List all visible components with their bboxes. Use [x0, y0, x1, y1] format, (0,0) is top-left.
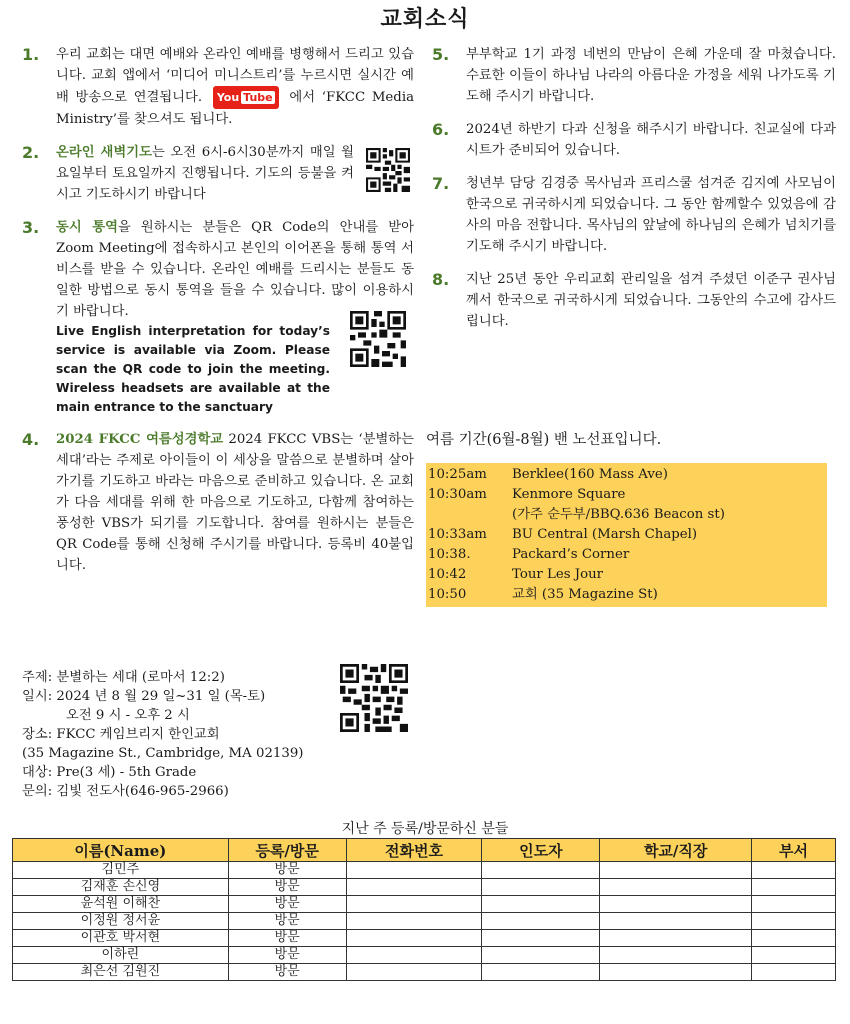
notice-item-1 — [22, 44, 414, 130]
bus-time: 10:30am — [428, 487, 487, 502]
bus-time: 10:25am — [428, 467, 487, 482]
item-number: 6. — [432, 120, 450, 139]
table-row — [13, 913, 836, 930]
visitor-status: 방문 — [228, 913, 346, 930]
vbs-theme: 주제: 분별하는 세대 (로마서 12:2) — [22, 670, 225, 685]
visitor-guide — [482, 913, 600, 930]
notice-item-7 — [432, 173, 836, 257]
header-name: 이름(Name) — [13, 839, 229, 862]
item-text: 에서 ‘FKCC Media Ministry’를 찾으셔도 됩니다. — [56, 90, 414, 127]
bus-route-row — [426, 465, 827, 485]
table-row — [13, 947, 836, 964]
bus-stop: BU Central (Marsh Chapel) — [512, 527, 698, 542]
visitor-status: 방문 — [228, 879, 346, 896]
table-row — [13, 862, 836, 879]
vbs-summary — [22, 668, 422, 801]
item-text: 우리 교회는 대면 예배와 온라인 예배를 병행해서 드리고 있습니다. 교회 앱에서 ‘미디어 미니스트리’를 누르시면 실시간 예배 방송으로 연결됩니다. — [56, 47, 414, 105]
bus-route-row — [426, 505, 827, 525]
visitor-guide — [482, 964, 600, 981]
bus-stop: Berklee(160 Mass Ave) — [512, 467, 668, 482]
item-number: 8. — [432, 270, 450, 289]
youtube-logo-you: You — [216, 91, 240, 104]
notice-item-2 — [22, 142, 414, 205]
item-text: 는 오전 6시-6시30분까지 매일 월요일부터 토요일까지 진행됩니다. 기도의 등불을 켜시고 기도하시기 바랍니다 — [56, 145, 354, 202]
item-text: 청년부 담당 김경중 목사님과 프리스쿨 섬겨준 김지예 사모님이 한국으로 귀국하시게 되었습니다. 그 동안 함께할수 있었음에 감사의 마음 전합니다. 목사님의 앞날에 하나님의 은혜가 넘치기를 기도해 주시기 바랍니다. — [466, 176, 836, 254]
notice-item-8 — [432, 269, 836, 332]
notice-item-4 — [22, 429, 414, 576]
bus-route-row — [426, 525, 827, 545]
visitor-guide — [482, 947, 600, 964]
notice-item-6 — [432, 119, 836, 161]
vbs-address: (35 Magazine St., Cambridge, MA 02139) — [22, 746, 304, 761]
item-label: 온라인 새벽기도 — [56, 145, 152, 160]
visitors-table — [12, 838, 836, 981]
visitor-name: 최은선 김원진 — [13, 964, 229, 981]
header-guide: 인도자 — [482, 839, 600, 862]
visitor-department — [752, 896, 836, 913]
visitor-phone — [346, 879, 482, 896]
visitor-status: 방문 — [228, 964, 346, 981]
vbs-place: 장소: FKCC 케임브리지 한인교회 — [22, 727, 220, 742]
visitor-school — [600, 964, 752, 981]
vbs-contact: 문의: 김빛 전도사(646-965-2966) — [22, 784, 229, 799]
vbs-date: 일시: 2024 년 8 월 29 일~31 일 (목-토) — [22, 689, 266, 704]
bus-route-row — [426, 565, 827, 585]
visitor-phone — [346, 964, 482, 981]
visitor-guide — [482, 862, 600, 879]
bus-time — [426, 505, 512, 525]
item-text: 2024 FKCC VBS는 ‘분별하는 세대’라는 주제로 아이들이 이 세상을 말씀으로 분별하며 살아가기를 기도하고 바라는 마음으로 준비하고 있습니다. 온 교회가 다음 세대를 위해 한 마음으로 기도하고, 다함께 참여하는 풍성한 VBS가 되기를 기도합니다. 참여를 원하시는 분들은 QR Code를 통해 신청해 주시기를 바랍니다. 등록비 40불입니다. — [56, 432, 414, 573]
visitor-status: 방문 — [228, 930, 346, 947]
bus-time: 10:42 — [428, 567, 467, 582]
visitor-department — [752, 879, 836, 896]
table-row — [13, 896, 836, 913]
header-status: 등록/방문 — [228, 839, 346, 862]
visitor-department — [752, 947, 836, 964]
page-title: 교회소식 — [380, 6, 470, 32]
visitor-name: 이관호 박서현 — [13, 930, 229, 947]
visitor-name: 김재훈 손신영 — [13, 879, 229, 896]
bus-time: 10:33am — [428, 527, 487, 542]
item-text: 지난 25년 동안 우리교회 관리일을 섬겨 주셨던 이준구 권사님께서 한국으로 귀국하시게 되었습니다. 그동안의 수고에 감사드립니다. — [466, 272, 836, 329]
bus-route-row — [426, 485, 827, 505]
notice-item-5 — [432, 44, 836, 107]
item-text: 2024년 하반기 다과 신청을 해주시기 바랍니다. 친교실에 다과 시트가 준비되어 있습니다. — [466, 122, 836, 158]
bus-route-row — [426, 585, 827, 605]
visitor-school — [600, 896, 752, 913]
header-phone: 전화번호 — [346, 839, 482, 862]
visitor-school — [600, 913, 752, 930]
table-row — [13, 879, 836, 896]
english-interpretation-text: Live English interpretation for today’s service is available via Zoom. Please scan the QR code to join the meeting. Wireless headsets are available at the main entrance to the sanctuary — [56, 324, 330, 414]
item-number: 7. — [432, 174, 450, 193]
right-column — [432, 44, 836, 344]
item-label: 2024 FKCC 여름성경학교 — [56, 432, 224, 447]
item-number: 1. — [22, 45, 40, 64]
item-number: 4. — [22, 430, 40, 449]
header-department: 부서 — [752, 839, 836, 862]
bus-time: 10:38. — [428, 547, 471, 562]
bus-stop: Tour Les Jour — [512, 567, 603, 582]
visitor-school — [600, 862, 752, 879]
item-text: 을 원하시는 분들은 QR Code의 안내를 받아 Zoom Meeting에 접속하시고 본인의 이어폰을 통해 통역 서비스를 받을 수 있습니다. 온라인 예배를 드리시는 분들도 동일한 방법으로 동시 통역을 들을 수 있습니다. 많이 이용하시기 바랍니다. — [56, 220, 414, 319]
table-row — [13, 930, 836, 947]
bus-stop: (가주 순두부/BBQ.636 Beacon st) — [512, 507, 725, 522]
visitor-name: 이정원 정서윤 — [13, 913, 229, 930]
visitor-phone — [346, 930, 482, 947]
youtube-logo[interactable] — [213, 86, 279, 109]
visitor-department — [752, 913, 836, 930]
bus-stop: Kenmore Square — [512, 487, 626, 502]
visitor-school — [600, 930, 752, 947]
table-row — [13, 964, 836, 981]
youtube-logo-tube: Tube — [243, 91, 273, 104]
visitor-guide — [482, 896, 600, 913]
visitors-title: 지난 주 등록/방문하신 분들 — [341, 821, 509, 837]
bus-route-table — [426, 463, 827, 607]
item-label: 동시 통역 — [56, 220, 118, 235]
visitor-phone — [346, 862, 482, 879]
qr-code-icon[interactable] — [350, 311, 406, 367]
header-school-work: 학교/직장 — [600, 839, 752, 862]
table-header-row — [13, 839, 836, 862]
visitor-name: 김민주 — [13, 862, 229, 879]
visitor-phone — [346, 896, 482, 913]
visitor-department — [752, 964, 836, 981]
visitor-department — [752, 930, 836, 947]
bus-time: 10:50 — [428, 587, 467, 602]
visitor-phone — [346, 913, 482, 930]
item-number: 2. — [22, 143, 40, 162]
bus-route-title: 여름 기간(6월-8월) 밴 노선표입니다. — [426, 432, 662, 448]
qr-code-icon[interactable] — [366, 148, 410, 192]
visitor-name: 이하린 — [13, 947, 229, 964]
visitor-school — [600, 947, 752, 964]
visitor-name: 윤석원 이해찬 — [13, 896, 229, 913]
bus-stop: 교회 (35 Magazine St) — [512, 587, 658, 602]
visitor-guide — [482, 879, 600, 896]
vbs-time: 오전 9 시 - 오후 2 시 — [66, 708, 190, 723]
item-text: 부부학교 1기 과정 네번의 만남이 은혜 가운데 잘 마쳤습니다. 수료한 이들이 하나님 나라의 아름다운 가정을 세워 나가도록 기도해 주시기 바랍니다. — [466, 47, 836, 104]
visitor-status: 방문 — [228, 862, 346, 879]
visitor-status: 방문 — [228, 896, 346, 913]
bus-route-row — [426, 545, 827, 565]
item-number: 5. — [432, 45, 450, 64]
visitor-phone — [346, 947, 482, 964]
visitor-school — [600, 879, 752, 896]
vbs-target: 대상: Pre(3 세) - 5th Grade — [22, 765, 197, 780]
visitor-guide — [482, 930, 600, 947]
visitor-department — [752, 862, 836, 879]
notice-item-3 — [22, 217, 414, 417]
item-number: 3. — [22, 218, 40, 237]
left-column — [22, 44, 414, 588]
bus-stop: Packard’s Corner — [512, 547, 630, 562]
visitor-status: 방문 — [228, 947, 346, 964]
